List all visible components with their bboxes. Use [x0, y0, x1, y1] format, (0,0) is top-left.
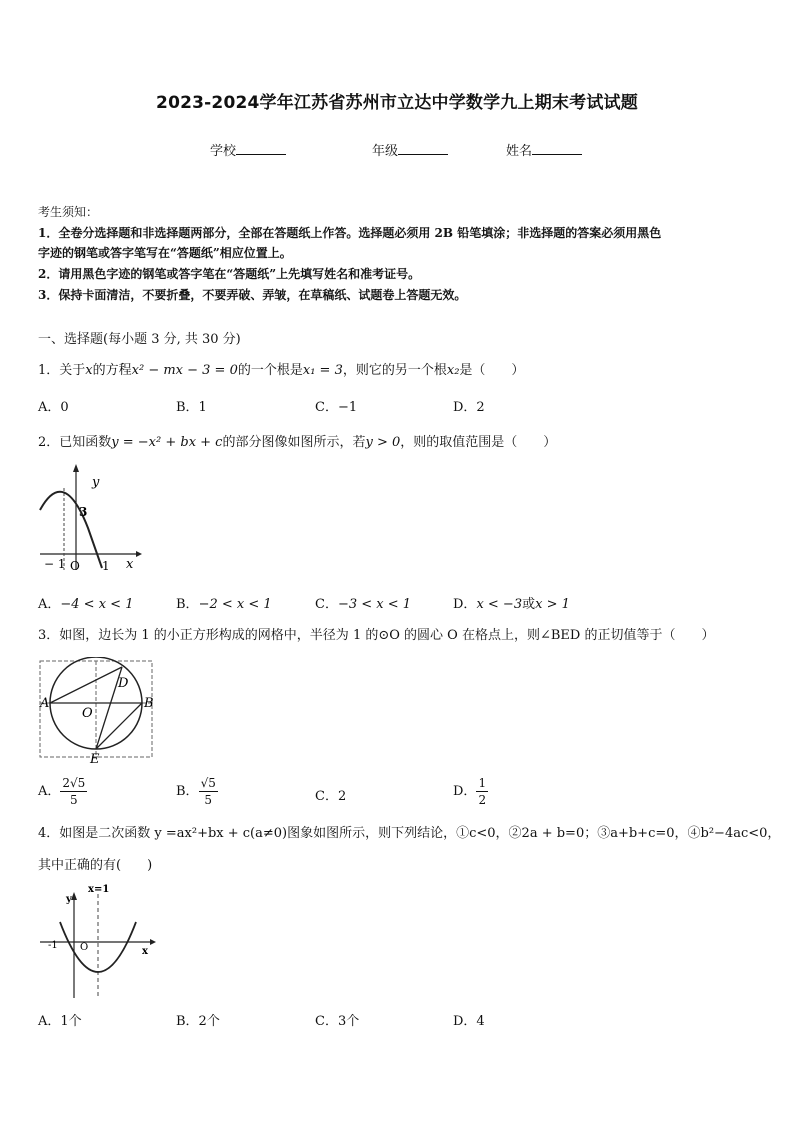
q4-label-y: y — [66, 894, 72, 905]
q3-label-d: D — [118, 676, 129, 691]
name-label: 姓名 — [506, 144, 533, 159]
q2-option-d[interactable] — [453, 593, 570, 612]
q1-option-a[interactable]: A．0 — [38, 400, 69, 415]
q1-root: x₁ = 3 — [302, 363, 343, 378]
q3-option-d[interactable] — [453, 775, 488, 808]
q2-label-origin: O — [70, 559, 80, 573]
q3-option-b-label: B． — [176, 784, 199, 799]
q4-label-x: x — [142, 946, 148, 957]
q2-option-d-math-2: x > 1 — [535, 597, 570, 612]
q2-function: y = −x² + bx + c — [111, 435, 223, 450]
question-4-line-2: 其中正确的有( ) — [38, 858, 153, 873]
q4-parabola-graph — [36, 882, 160, 1000]
grade-blank — [398, 142, 448, 155]
q1-option-b[interactable]: B．1 — [176, 400, 207, 415]
q4-option-c[interactable]: C．3个 — [315, 1014, 360, 1029]
q3-option-a-fraction — [60, 775, 87, 808]
q4-label-neg1: -1 — [48, 940, 58, 951]
q2-option-d-math-1: x < −3 — [476, 597, 523, 612]
q2-parabola-graph — [36, 458, 146, 576]
school-blank — [236, 142, 286, 155]
q3-label-b: B — [144, 696, 154, 711]
name-blank — [532, 142, 582, 155]
grade-label: 年级 — [372, 144, 399, 159]
q3-option-b-numerator: √5 — [200, 776, 216, 790]
grade-field — [372, 140, 448, 159]
notice-item-1-line-1: 1．全卷分选择题和非选择题两部分，全部在答题纸上作答。选择题必须用 2B 铅笔填涂；非选择题的答案必须用黑色 — [38, 226, 662, 240]
q2-y-arrow — [73, 464, 79, 472]
q3-label-a: A — [40, 696, 50, 711]
q3-option-d-denominator: 2 — [478, 793, 487, 807]
q2-option-b[interactable] — [176, 593, 272, 612]
q2-text-3: ，则的取值范围是（ ） — [400, 435, 557, 450]
q4-option-d[interactable]: D．4 — [453, 1014, 485, 1029]
name-field — [506, 140, 582, 159]
q1-text-5: 是（ ） — [459, 363, 525, 378]
q3-option-b-fraction — [199, 775, 218, 808]
q2-label-x: x — [126, 557, 134, 572]
q2-option-b-label: B． — [176, 597, 199, 612]
q1-x2: x₂ — [446, 363, 460, 378]
q2-option-d-label: D． — [453, 597, 477, 612]
q2-label-1: 1 — [102, 559, 110, 573]
q3-option-b-denominator: 5 — [204, 793, 213, 807]
q3-option-a-label: A． — [38, 784, 61, 799]
q2-option-c-math: −3 < x < 1 — [337, 597, 412, 612]
q2-condition: y > 0 — [365, 435, 401, 450]
q3-option-a-denominator: 5 — [70, 793, 78, 807]
q2-option-b-math: −2 < x < 1 — [198, 597, 272, 612]
question-3: 3．如图，边长为 1 的小正方形构成的网格中，半径为 1 的⊙O 的圆心 O 在格点上，则∠BED 的正切值等于（ ） — [38, 628, 715, 643]
q1-option-c[interactable]: C．−1 — [315, 400, 358, 415]
notice-item-2: 2．请用黑色字迹的钢笔或答字笔在“答题纸”上先填写姓名和准考证号。 — [38, 267, 421, 281]
q3-option-a-numerator: 2√5 — [62, 776, 86, 790]
school-field — [210, 140, 286, 159]
q4-option-a[interactable]: A．1个 — [38, 1014, 82, 1029]
question-4-line-1: 4．如图是二次函数 y =ax²+bx + c(a≠0)图象如图所示，则下列结论，①c<0，②2a + b=0；③a+b+c=0，④b²−4ac<0， — [38, 826, 781, 841]
q1-equation: x² − mx − 3 = 0 — [131, 363, 238, 378]
q3-label-o: O — [82, 706, 93, 721]
q2-option-d-or: 或 — [522, 597, 536, 612]
q4-label-x-eq-1: x=1 — [88, 884, 110, 895]
q1-text-2: 的方程 — [92, 363, 132, 378]
q4-y-arrow — [71, 892, 77, 900]
q2-x-arrow — [136, 551, 142, 557]
q1-text-4: ，则它的另一个根 — [342, 363, 447, 378]
q1-text-3: 的一个根是 — [237, 363, 303, 378]
q4-label-origin: O — [80, 942, 89, 953]
notice-item-3: 3．保持卡面清洁，不要折叠，不要弄破、弄皱，在草稿纸、试题卷上答题无效。 — [38, 288, 467, 302]
q2-option-c[interactable] — [315, 593, 411, 612]
q3-option-d-numerator: 1 — [478, 776, 487, 790]
q1-text-1: 1．关于 — [38, 363, 86, 378]
q3-option-d-fraction — [476, 775, 488, 808]
school-label: 学校 — [210, 144, 237, 159]
q2-label-y: y — [92, 475, 100, 490]
q3-option-d-label: D． — [453, 784, 477, 799]
question-2 — [38, 431, 556, 450]
q3-circle-figure — [36, 657, 158, 765]
q2-label-3: 3 — [79, 505, 88, 519]
q3-label-e: E — [90, 752, 100, 765]
q2-text-2: 的部分图像如图所示，若 — [222, 435, 366, 450]
q4-option-b[interactable]: B．2个 — [176, 1014, 220, 1029]
q3-option-a[interactable] — [38, 775, 87, 808]
q2-option-a-math: −4 < x < 1 — [60, 597, 134, 612]
question-1 — [38, 359, 524, 378]
page-title: 2023-2024学年江苏省苏州市立达中学数学九上期末考试试题 — [156, 93, 638, 113]
q4-x-arrow — [150, 939, 156, 945]
notice-item-1-line-2: 字迹的钢笔或答字笔写在“答题纸”相应位置上。 — [38, 246, 292, 260]
q2-text-1: 2．已知函数 — [38, 435, 112, 450]
notice-heading: 考生须知： — [38, 205, 99, 219]
q1-var-x: x — [85, 363, 93, 378]
q2-option-a-label: A． — [38, 597, 61, 612]
q1-option-d[interactable]: D．2 — [453, 400, 485, 415]
q2-label-neg1: − 1 — [44, 557, 66, 571]
q2-option-a[interactable] — [38, 593, 133, 612]
q3-option-c[interactable]: C．2 — [315, 789, 347, 804]
section-heading: 一、选择题(每小题 3 分, 共 30 分) — [38, 332, 241, 347]
q2-option-c-label: C． — [315, 597, 338, 612]
q3-option-b[interactable] — [176, 775, 218, 808]
